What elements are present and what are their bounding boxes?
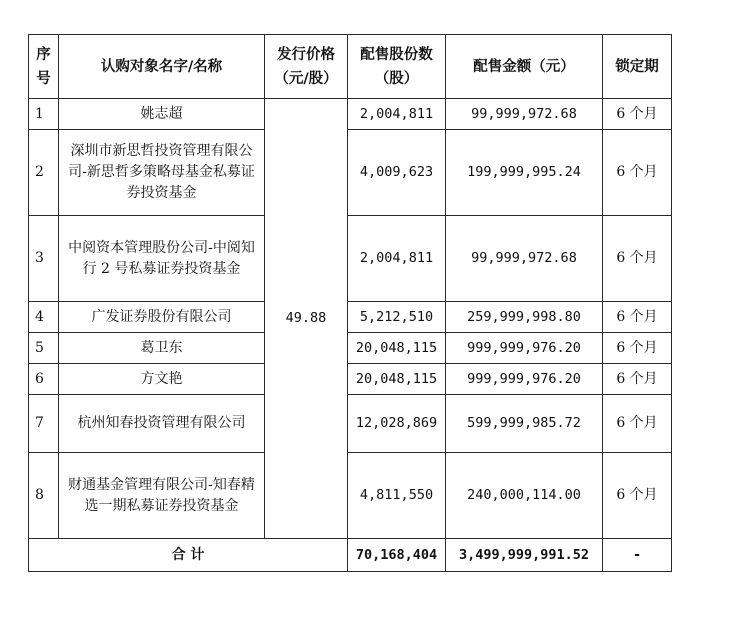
row-amount: 240,000,114.00: [446, 453, 603, 539]
row-index: 7: [29, 395, 59, 453]
table-row: [29, 216, 672, 302]
row-amount: 999,999,976.20: [446, 364, 603, 395]
row-name: 葛卫东: [59, 333, 265, 364]
row-lock: 6 个月: [603, 333, 672, 364]
row-amount: 599,999,985.72: [446, 395, 603, 453]
row-lock: 6 个月: [603, 395, 672, 453]
table-row: [29, 130, 672, 216]
row-name: 中阅资本管理股份公司-中阅知行 2 号私募证券投资基金: [59, 216, 265, 302]
row-amount: 99,999,972.68: [446, 216, 603, 302]
row-index: 4: [29, 302, 59, 333]
row-shares: 4,811,550: [348, 453, 446, 539]
row-name: 方文艳: [59, 364, 265, 395]
row-lock: 6 个月: [603, 216, 672, 302]
row-lock: 6 个月: [603, 130, 672, 216]
row-amount: 999,999,976.20: [446, 333, 603, 364]
row-lock: 6 个月: [603, 364, 672, 395]
row-shares: 2,004,811: [348, 216, 446, 302]
header-name: 认购对象名字/名称: [59, 35, 265, 99]
row-shares: 4,009,623: [348, 130, 446, 216]
row-lock: 6 个月: [603, 99, 672, 130]
row-index: 5: [29, 333, 59, 364]
row-name: 杭州知春投资管理有限公司: [59, 395, 265, 453]
table-row: [29, 395, 672, 453]
row-name: 财通基金管理有限公司-知春精选一期私募证券投资基金: [59, 453, 265, 539]
total-label: 合 计: [29, 539, 348, 572]
row-index: 6: [29, 364, 59, 395]
row-index: 3: [29, 216, 59, 302]
row-shares: 2,004,811: [348, 99, 446, 130]
header-amount: 配售金额（元）: [446, 35, 603, 99]
row-name: 姚志超: [59, 99, 265, 130]
row-shares: 12,028,869: [348, 395, 446, 453]
header-shares: 配售股份数（股）: [348, 35, 446, 99]
row-lock: 6 个月: [603, 453, 672, 539]
total-row: [29, 539, 672, 572]
row-amount: 99,999,972.68: [446, 99, 603, 130]
row-lock: 6 个月: [603, 302, 672, 333]
total-amount: 3,499,999,991.52: [446, 539, 603, 572]
row-index: 2: [29, 130, 59, 216]
row-name: 广发证券股份有限公司: [59, 302, 265, 333]
row-name: 深圳市新思哲投资管理有限公司-新思哲多策略母基金私募证券投资基金: [59, 130, 265, 216]
table-row: [29, 453, 672, 539]
row-shares: 20,048,115: [348, 333, 446, 364]
header-price: 发行价格（元/股）: [265, 35, 348, 99]
row-amount: 259,999,998.80: [446, 302, 603, 333]
table-row: [29, 302, 672, 333]
table-row: [29, 364, 672, 395]
table-row: [29, 333, 672, 364]
row-index: 1: [29, 99, 59, 130]
header-lock: 锁定期: [603, 35, 672, 99]
row-amount: 199,999,995.24: [446, 130, 603, 216]
allocation-table: [28, 34, 672, 572]
header-row: [29, 35, 672, 99]
issue-price-cell: 49.88: [265, 99, 348, 539]
total-shares: 70,168,404: [348, 539, 446, 572]
row-index: 8: [29, 453, 59, 539]
row-shares: 5,212,510: [348, 302, 446, 333]
table-row: [29, 99, 672, 130]
row-shares: 20,048,115: [348, 364, 446, 395]
header-index: 序号: [29, 35, 59, 99]
total-lock: -: [603, 539, 672, 572]
